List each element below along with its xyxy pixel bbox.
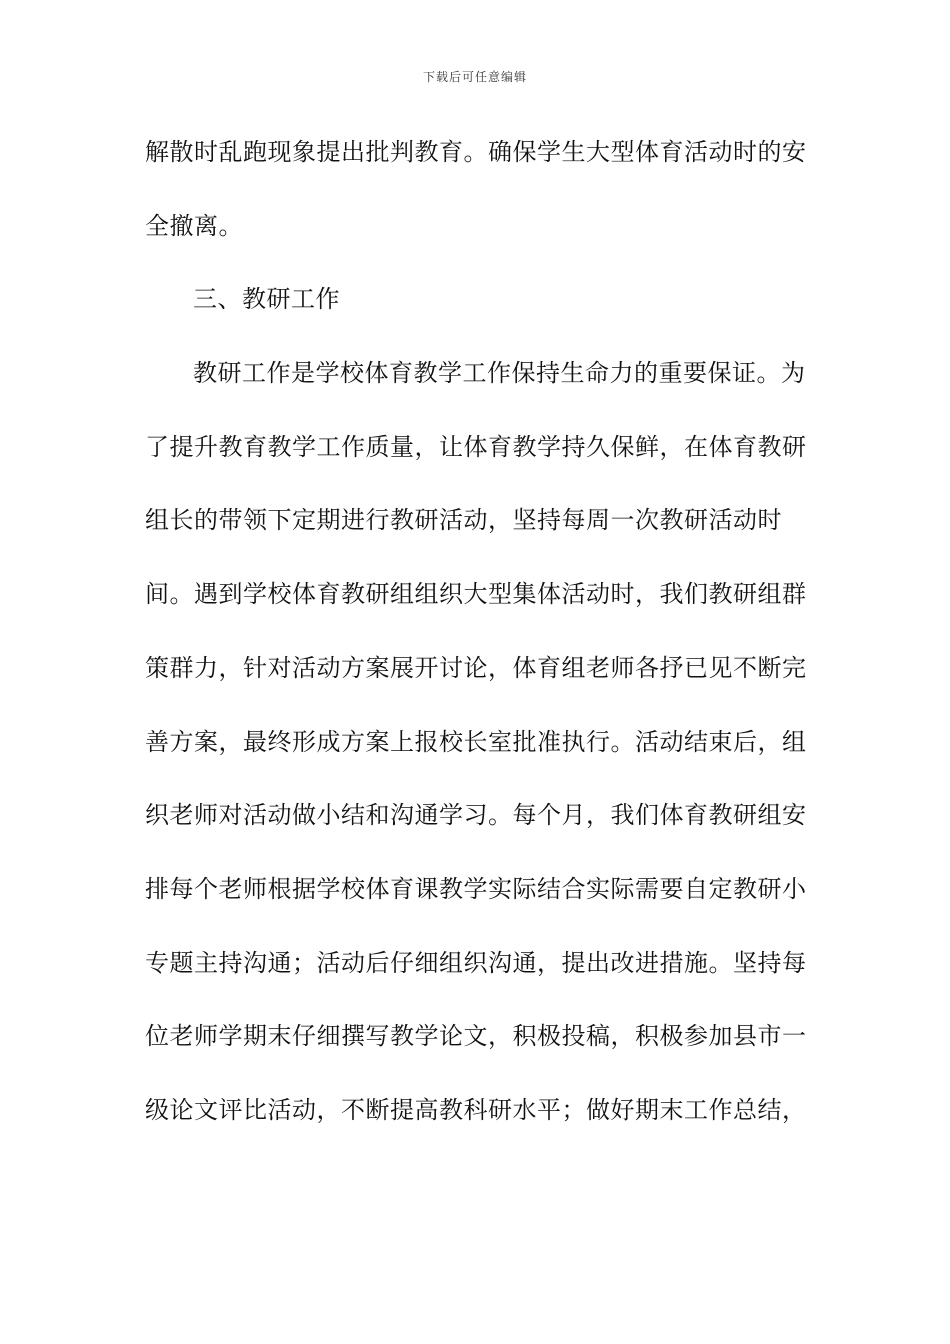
paragraph-line: 级论文评比活动，不断提高教科研水平；做好期末工作总结，	[145, 1095, 807, 1124]
paragraph-line: 解散时乱跑现象提出批判教育。确保学生大型体育活动时的安	[145, 138, 807, 166]
paragraph-line: 善方案，最终形成方案上报校长室批准执行。活动结束后，组	[145, 727, 807, 756]
paragraph-line: 专题主持沟通；活动后仔细组织沟通，提出改进措施。坚持每	[145, 948, 807, 977]
paragraph-line: 织老师对活动做小结和沟通学习。每个月，我们体育教研组安	[145, 801, 807, 830]
paragraph-line: 间。遇到学校体育教研组组织大型集体活动时，我们教研组群	[145, 580, 807, 609]
paragraph-line: 全撤离。	[145, 211, 243, 240]
document-body	[145, 128, 805, 1160]
paragraph-line: 位老师学期末仔细撰写教学论文，积极投稿，积极参加县市一	[145, 1022, 807, 1051]
paragraph-line: 教研工作是学校体育教学工作保持生命力的重要保证。为	[193, 359, 806, 388]
paragraph-line: 了提升教育教学工作质量，让体育教学持久保鲜，在体育教研	[145, 432, 807, 461]
header-note: 下载后可任意编辑	[422, 70, 527, 84]
paragraph-line: 组长的带领下定期进行教研活动，坚持每周一次教研活动时	[145, 506, 782, 535]
section-heading: 三、教研工作	[193, 285, 340, 314]
paragraph-line: 策群力，针对活动方案展开讨论，体育组老师各抒已见不断完	[145, 653, 807, 682]
paragraph-line: 排每个老师根据学校体育课教学实际结合实际需要自定教研小	[145, 874, 807, 903]
